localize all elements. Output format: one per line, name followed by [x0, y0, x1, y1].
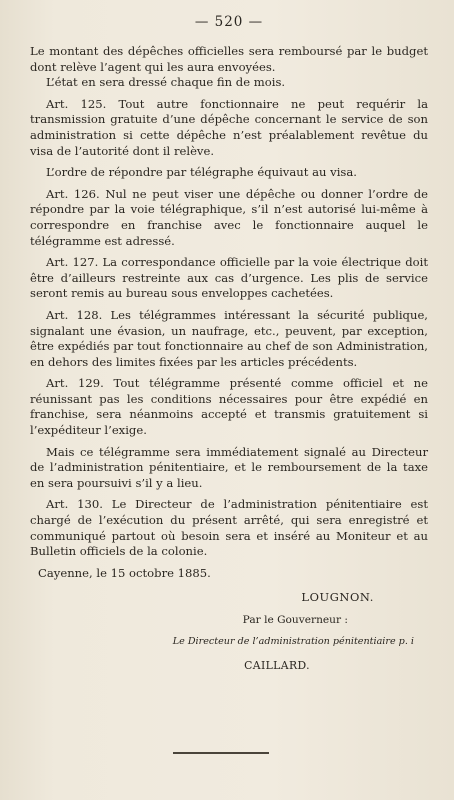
paragraph-art-125: Art. 125. Tout autre fonctionnaire ne peut requérir la transmission gratuite d’une dépêche concernant le service de son administration si cette dépêche n’est préalablement revêtue du visa de l’autorité dont il relève.	[30, 96, 428, 158]
delegation-line: Le Directeur de l’administration pénitentiaire p. i	[172, 635, 414, 647]
for-governor-line: Par le Gouverneur :	[242, 613, 348, 626]
date-line: Cayenne, le 15 octobre 1885.	[38, 565, 211, 580]
paragraph-art-127: Art. 127. La correspondance officielle par la voie électrique doit être d’ailleurs restreinte aux cas d’urgence. Les plis de service seront remis au bureau sous enveloppes cachetées.	[30, 255, 428, 301]
paragraph-remboursement: Le montant des dépêches officielles sera remboursé par le budget dont relève l’agent qui les aura envoyées.	[30, 44, 428, 74]
paragraph-art-129: Art. 129. Tout télégramme présenté comme officiel et ne réunissant pas les conditions nécessaires pour être expédié en franchise, sera néanmoins accepté et transmis gratuitement si l’expéditeur l’exige.	[30, 376, 428, 438]
paragraph-art-128: Art. 128. Les télégrammes intéressant la sécurité publique, signalant une évasion, un naufrage, etc., peuvent, par exception, être expédiés par tout fonctionnaire au chef de son Administration, en dehors des limites fixées par les articles précédents.	[30, 307, 428, 369]
paragraph-etat: L’état en sera dressé chaque fin de mois.	[46, 75, 286, 90]
cosigner-name: CAILLARD.	[244, 658, 310, 672]
closing-rule	[173, 752, 269, 754]
signer-name: LOUGNON.	[301, 589, 374, 604]
paragraph-art-126: Art. 126. Nul ne peut viser une dépêche ou donner l’ordre de répondre par la voie télégraphique, s’il n’est autorisé lui-même à correspondre en franchise avec le fonctionnaire auquel le télégramme est adressé.	[30, 186, 428, 248]
paragraph-ordre-visa: L’ordre de répondre par télégraphe équivaut au visa.	[46, 165, 357, 180]
page-number: — 520 —	[194, 14, 264, 30]
paragraph-signalement: Mais ce télégramme sera immédiatement signalé au Directeur de l’administration pénitentiaire, et le remboursement de la taxe en sera poursuivi s’il y a lieu.	[30, 444, 428, 490]
paragraph-art-130: Art. 130. Le Directeur de l’administration pénitentiaire est chargé de l’exécution du présent arrêté, qui sera enregistré et communiqué partout où besoin sera et inséré au Moniteur et au Bulletin officiels de la colonie.	[30, 497, 428, 559]
